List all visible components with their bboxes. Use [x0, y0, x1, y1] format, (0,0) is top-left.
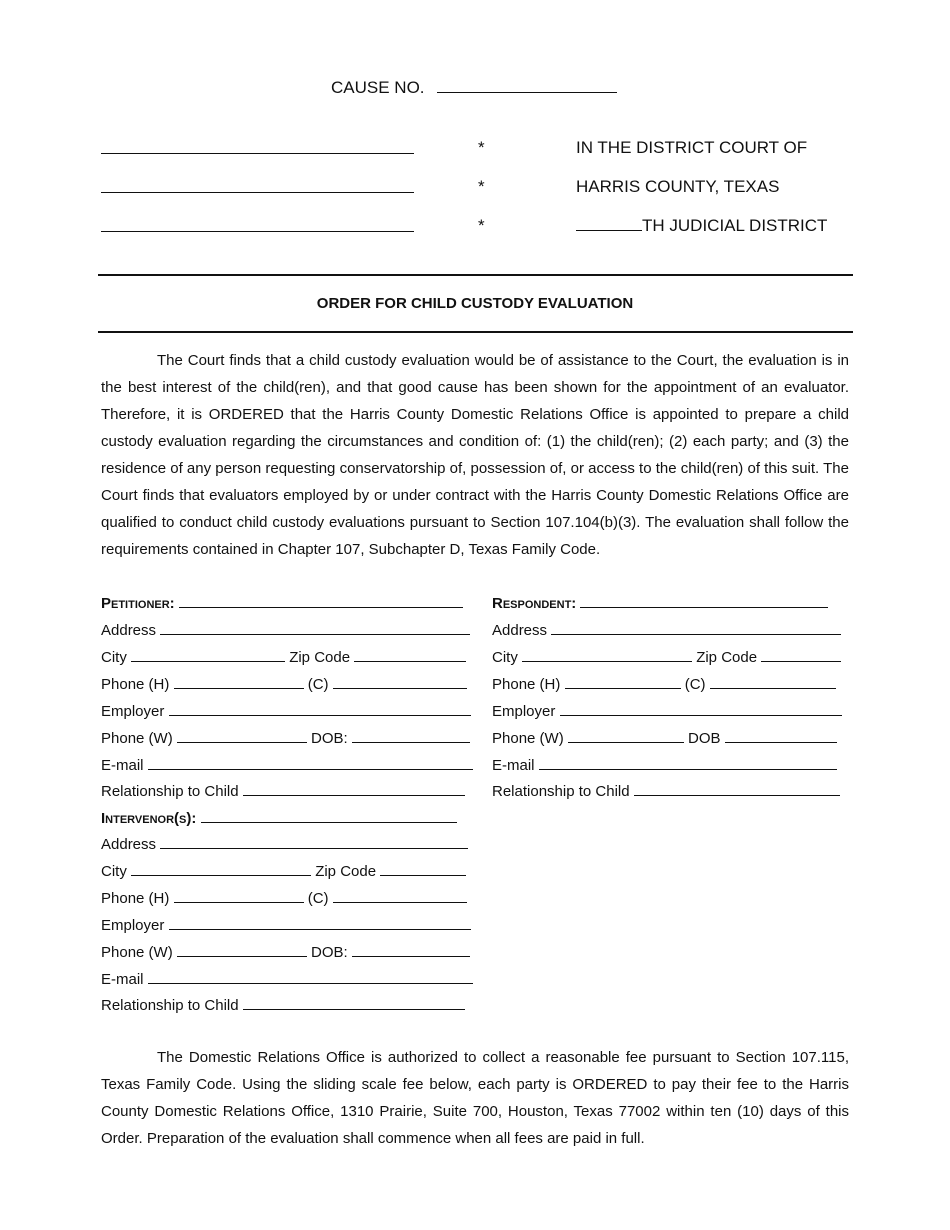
- intervenor-name-field[interactable]: [201, 808, 457, 823]
- respondent-phone-w-row: [492, 728, 837, 747]
- petitioner-name-field[interactable]: [179, 593, 463, 608]
- intervenor-cell-field[interactable]: [333, 888, 467, 903]
- petitioner-city-row: [101, 647, 466, 666]
- petitioner-phone-h-label: Phone (H): [101, 676, 170, 693]
- respondent-name-field[interactable]: [580, 593, 828, 608]
- petitioner-employer-field[interactable]: [169, 701, 471, 716]
- bottom-rule: [98, 331, 853, 333]
- respondent-relationship-label: Relationship to Child: [492, 783, 630, 800]
- intervenor-heading-row: [101, 808, 457, 827]
- intervenor-address-row: [101, 834, 468, 853]
- intervenor-address-field[interactable]: [160, 834, 468, 849]
- party-name-blank-1[interactable]: [101, 139, 414, 154]
- petitioner-zip-field[interactable]: [354, 647, 466, 662]
- petitioner-relationship-row: [101, 781, 465, 800]
- court-line-1: IN THE DISTRICT COURT OF: [576, 138, 808, 157]
- respondent-zip-label: Zip Code: [696, 649, 758, 666]
- petitioner-email-row: [101, 755, 473, 774]
- court-line-3-text: TH JUDICIAL DISTRICT: [642, 216, 828, 235]
- cause-number-blank[interactable]: [437, 78, 617, 93]
- respondent-employer-label: Employer: [492, 703, 556, 720]
- intervenor-dob-label: DOB:: [311, 944, 348, 961]
- intervenor-phone-w-row: [101, 942, 470, 961]
- intervenor-phone-h-label: Phone (H): [101, 890, 170, 907]
- intervenor-phone-h-field[interactable]: [174, 888, 304, 903]
- petitioner-phone-w-label: Phone (W): [101, 730, 173, 747]
- respondent-email-field[interactable]: [539, 755, 837, 770]
- cause-number-label: CAUSE NO.: [331, 78, 425, 97]
- respondent-dob-label: DOB: [688, 730, 721, 747]
- petitioner-cell-field[interactable]: [333, 674, 467, 689]
- petitioner-phone-w-field[interactable]: [177, 728, 307, 743]
- intervenor-city-label: City: [101, 863, 127, 880]
- party-name-blank-3[interactable]: [101, 217, 414, 232]
- respondent-dob-field[interactable]: [725, 728, 837, 743]
- intervenor-city-row: [101, 861, 466, 880]
- respondent-employer-row: [492, 701, 842, 720]
- petitioner-heading: Petitioner:: [101, 595, 175, 612]
- intervenor-city-field[interactable]: [131, 861, 311, 876]
- intervenor-cell-label: (C): [307, 890, 329, 907]
- petitioner-email-label: E-mail: [101, 757, 144, 774]
- petitioner-phone-h-row: [101, 674, 467, 693]
- petitioner-city-field[interactable]: [131, 647, 285, 662]
- intervenor-relationship-row: [101, 995, 465, 1014]
- party-name-blank-2[interactable]: [101, 178, 414, 193]
- intervenor-address-label: Address: [101, 836, 157, 853]
- petitioner-address-row: [101, 620, 470, 639]
- respondent-email-row: [492, 755, 837, 774]
- petitioner-cell-label: (C): [307, 676, 329, 693]
- intervenor-relationship-label: Relationship to Child: [101, 997, 239, 1014]
- petitioner-address-label: Address: [101, 622, 157, 639]
- respondent-cell-field[interactable]: [710, 674, 836, 689]
- intervenor-heading: Intervenor(s):: [101, 810, 197, 827]
- intervenor-email-field[interactable]: [148, 969, 473, 984]
- petitioner-dob-field[interactable]: [352, 728, 470, 743]
- intro-paragraph: [101, 347, 849, 563]
- separator-star-3: *: [478, 216, 485, 235]
- court-line-2: HARRIS COUNTY, TEXAS: [576, 177, 780, 196]
- intervenor-employer-field[interactable]: [169, 915, 471, 930]
- intervenor-email-label: E-mail: [101, 971, 144, 988]
- fee-paragraph-text: The Domestic Relations Office is authorized to collect a reasonable fee pursuant to Section 107.115, Texas Family Code. Using the sliding scale fee below, each party is ORDERED to pay their fee to the Harris County Domestic Relations Office, 1310 Prairie, Suite 700, Houston, Texas 77002 within ten (10) days of this Order. Preparation of the evaluation shall commence when all fees are paid in full.: [101, 1049, 849, 1147]
- respondent-email-label: E-mail: [492, 757, 535, 774]
- intervenor-phone-w-field[interactable]: [177, 942, 307, 957]
- petitioner-heading-row: [101, 593, 463, 612]
- petitioner-relationship-label: Relationship to Child: [101, 783, 239, 800]
- respondent-phone-w-label: Phone (W): [492, 730, 564, 747]
- intervenor-employer-label: Employer: [101, 917, 165, 934]
- petitioner-phone-w-row: [101, 728, 470, 747]
- respondent-employer-field[interactable]: [560, 701, 842, 716]
- intro-paragraph-text: The Court finds that a child custody evaluation would be of assistance to the Court, the evaluation is in the best interest of the child(ren), and that good cause has been shown for the appointment of an evaluator. Therefore, it is ORDERED that the Harris County Domestic Relations Office is appointed to prepare a child custody evaluation regarding the circumstances and condition of: (1) the child(ren); (2) each party; and (3) the residence of any person requesting conservatorship of, possession of, or access to the child(ren) of this suit. The Court finds that evaluators employed by or under contract with the Harris County Domestic Relations Office are qualified to conduct child custody evaluations pursuant to Section 107.104(b)(3). The evaluation shall follow the requirements contained in Chapter 107, Subchapter D, Texas Family Code.: [101, 352, 849, 558]
- court-line-3: [576, 216, 827, 236]
- fee-paragraph: [101, 1044, 849, 1152]
- district-number-blank[interactable]: [576, 216, 642, 231]
- respondent-relationship-field[interactable]: [634, 781, 840, 796]
- petitioner-phone-h-field[interactable]: [174, 674, 304, 689]
- respondent-address-label: Address: [492, 622, 548, 639]
- top-rule: [98, 274, 853, 276]
- intervenor-phone-w-label: Phone (W): [101, 944, 173, 961]
- intervenor-zip-field[interactable]: [380, 861, 466, 876]
- respondent-heading: Respondent:: [492, 595, 577, 612]
- respondent-phone-w-field[interactable]: [568, 728, 684, 743]
- intervenor-email-row: [101, 969, 473, 988]
- intervenor-employer-row: [101, 915, 471, 934]
- petitioner-address-field[interactable]: [160, 620, 470, 635]
- separator-star-2: *: [478, 177, 485, 196]
- petitioner-employer-label: Employer: [101, 703, 165, 720]
- petitioner-dob-label: DOB:: [311, 730, 348, 747]
- petitioner-zip-label: Zip Code: [289, 649, 351, 666]
- respondent-relationship-row: [492, 781, 840, 800]
- respondent-heading-row: [492, 593, 828, 612]
- intervenor-relationship-field[interactable]: [243, 995, 465, 1010]
- respondent-phone-h-row: [492, 674, 836, 693]
- order-title: ORDER FOR CHILD CUSTODY EVALUATION: [316, 295, 634, 312]
- respondent-zip-field[interactable]: [761, 647, 841, 662]
- petitioner-employer-row: [101, 701, 471, 720]
- intervenor-zip-label: Zip Code: [315, 863, 377, 880]
- petitioner-city-label: City: [101, 649, 127, 666]
- respondent-address-field[interactable]: [551, 620, 841, 635]
- intervenor-dob-field[interactable]: [352, 942, 470, 957]
- respondent-cell-label: (C): [684, 676, 706, 693]
- separator-star-1: *: [478, 138, 485, 157]
- intervenor-phone-h-row: [101, 888, 467, 907]
- respondent-city-field[interactable]: [522, 647, 692, 662]
- respondent-phone-h-label: Phone (H): [492, 676, 561, 693]
- petitioner-email-field[interactable]: [148, 755, 473, 770]
- cause-number: [331, 78, 617, 98]
- respondent-city-row: [492, 647, 841, 666]
- petitioner-relationship-field[interactable]: [243, 781, 465, 796]
- respondent-city-label: City: [492, 649, 518, 666]
- respondent-address-row: [492, 620, 841, 639]
- respondent-phone-h-field[interactable]: [565, 674, 681, 689]
